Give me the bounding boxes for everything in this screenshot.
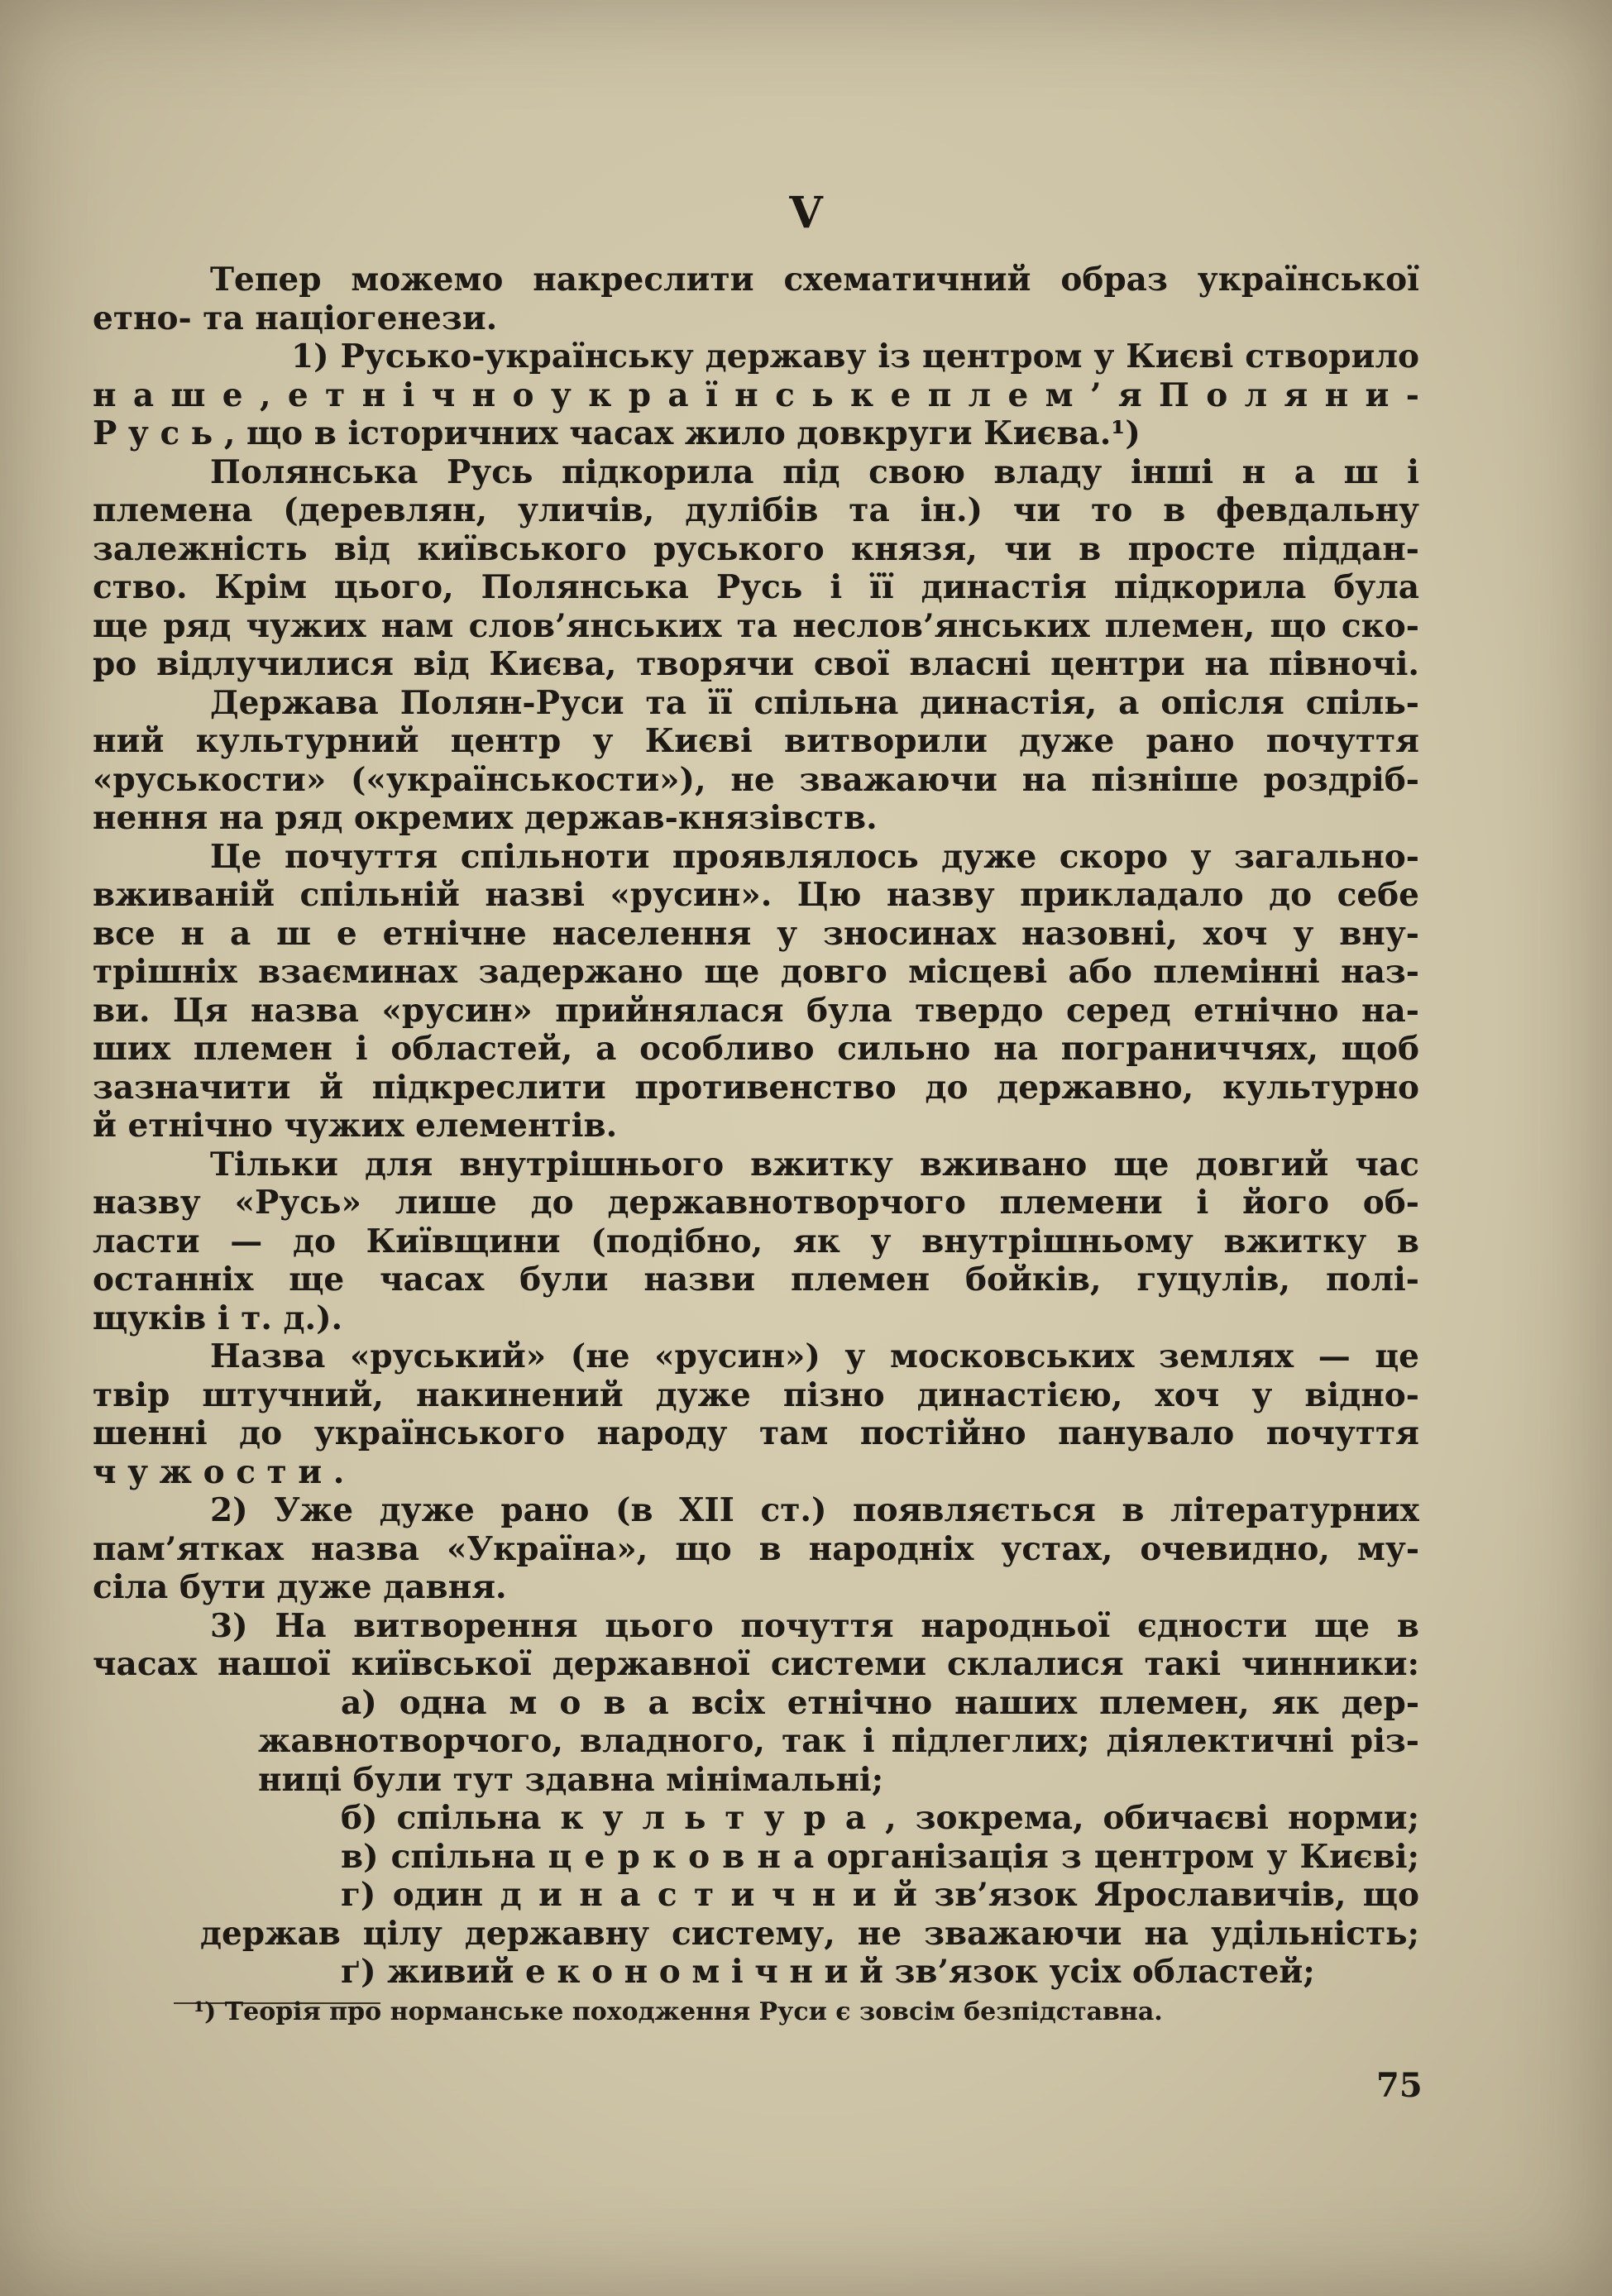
footnote: ¹) Теорія про норманське походження Руси є зовсім безпідставна. bbox=[194, 1997, 1163, 2026]
text-line: в) спільна ц е р к о в н а організація з центром у Києві; bbox=[341, 1837, 1419, 1876]
text-line: твір штучний, накинений дуже пізно династією, хоч у відно- bbox=[93, 1375, 1419, 1414]
text-line: етно- та націогенези. bbox=[93, 299, 498, 337]
text-line: трішніх взаєминах задержано ще довго місцеві або племінні наз- bbox=[93, 953, 1419, 991]
text-line: г) один д и н а с т и ч н и й зв’язок Ярославичів, що bbox=[341, 1876, 1419, 1914]
text-line: нення на ряд окремих держав-князівств. bbox=[93, 799, 878, 837]
text-line: ви. Ця назва «русин» прийнялася була твердо серед етнічно на- bbox=[93, 991, 1419, 1030]
text-line: племена (деревлян, уличів, дулібів та ін.) чи то в февдальну bbox=[93, 491, 1419, 529]
text-line: 2) Уже дуже рано (в XII ст.) появляється в літературних bbox=[210, 1491, 1419, 1529]
text-line: б) спільна к у л ь т у р а , зокрема, обичаєві норми; bbox=[341, 1799, 1419, 1837]
text-line: назву «Русь» лише до державнотворчого племени і його об- bbox=[93, 1184, 1419, 1222]
text-line: залежність від київського руського князя, чи в просте піддан- bbox=[93, 529, 1419, 568]
text-line: все н а ш е етнічне населення у зносинах назовні, хоч у вну- bbox=[93, 914, 1419, 953]
text-line: зазначити й підкреслити противенство до державно, культурно bbox=[93, 1068, 1419, 1107]
text-line: ґ) живий е к о н о м і ч н и й зв’язок усіх областей; bbox=[341, 1953, 1315, 1991]
text-line: ниці були тут здавна мінімальні; bbox=[258, 1760, 884, 1799]
text-line: шенні до українського народу там постійно панувало почуття bbox=[93, 1414, 1419, 1452]
text-line: Назва «руський» (не «русин») у московських землях — це bbox=[210, 1337, 1419, 1375]
text-line: Держава Полян-Руси та її спільна династія, а опісля спіль- bbox=[210, 683, 1419, 722]
text-line: Це почуття спільноти проявлялось дуже скоро у загально- bbox=[210, 837, 1419, 876]
text-line: 1) Русько-українську державу із центром у Києві створило bbox=[291, 337, 1419, 375]
text-line: сіла бути дуже давня. bbox=[93, 1568, 507, 1606]
text-line: н а ш е , е т н і ч н о у к р а ї н с ь к е п л е м ’ я П о л я н и - bbox=[93, 375, 1419, 414]
text-line: часах нашої київської державної системи склалися такі чинники: bbox=[93, 1645, 1419, 1683]
chapter-numeral: V bbox=[789, 188, 823, 238]
text-line: 3) На витворення цього почуття народньої єдности ще в bbox=[210, 1606, 1419, 1645]
text-line: щуків і т. д.). bbox=[93, 1299, 343, 1337]
text-line: ласти — до Київщини (подібно, як у внутрішньому вжитку в bbox=[93, 1222, 1419, 1260]
text-line: ство. Крім цього, Полянська Русь і її династія підкорила була bbox=[93, 568, 1419, 606]
text-line: жавнотворчого, владного, так і підлеглих; діялектичні різ- bbox=[258, 1722, 1419, 1760]
text-line: ро відлучилися від Києва, творячи свої власні центри на півночі. bbox=[93, 645, 1419, 683]
text-line: ч у ж о с т и . bbox=[93, 1452, 345, 1491]
text-line: Тепер можемо накреслити схематичний образ української bbox=[210, 261, 1419, 299]
text-line: вживаній спільній назві «русин». Цю назву прикладало до себе bbox=[93, 876, 1419, 914]
text-line: а) одна м о в а всіх етнічно наших племен, як дер- bbox=[341, 1683, 1419, 1722]
text-line: останніх ще часах були назви племен бойків, гуцулів, полі- bbox=[93, 1260, 1419, 1299]
page-number: 75 bbox=[1376, 2066, 1423, 2105]
text-line: ших племен і областей, а особливо сильно на пограниччях, щоб bbox=[93, 1030, 1419, 1068]
text-line: Полянська Русь підкорила під свою владу інші н а ш і bbox=[210, 452, 1419, 491]
text-line: «руськости» («українськости»), не зважаючи на пізніше роздріб- bbox=[93, 760, 1419, 799]
text-line: Р у с ь , що в історичних часах жило довкруги Києва.¹) bbox=[93, 414, 1141, 452]
text-line: ний культурний центр у Києві витворили дуже рано почуття bbox=[93, 722, 1419, 760]
text-line: держав цілу державну систему, не зважаючи на удільність; bbox=[200, 1914, 1419, 1953]
text-line: Тільки для внутрішнього вжитку вживано ще довгий час bbox=[210, 1145, 1419, 1184]
text-line: ще ряд чужих нам слов’янських та неслов’янських племен, що ско- bbox=[93, 606, 1419, 645]
text-line: пам’ятках назва «Україна», що в народніх устах, очевидно, му- bbox=[93, 1529, 1419, 1568]
text-line: й етнічно чужих елементів. bbox=[93, 1107, 618, 1145]
body-text bbox=[93, 261, 1419, 1992]
